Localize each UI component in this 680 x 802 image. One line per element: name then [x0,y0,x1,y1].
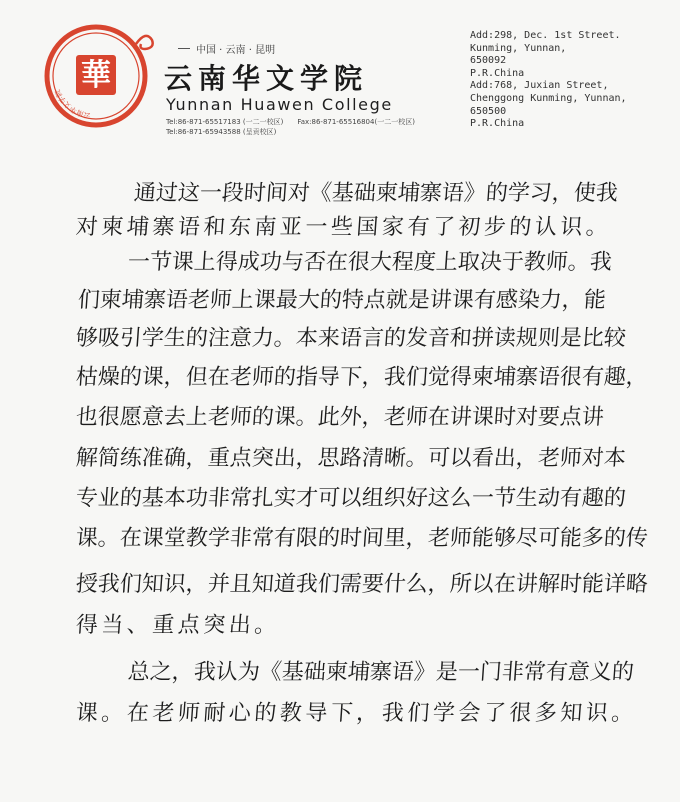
phone-main-campus: Tel:86-871-65517183 (一二一校区) [166,118,284,126]
address-line: 650092 [470,55,507,67]
tagline-rule-left [178,48,190,49]
letter-line: 一节课上得成功与否在很大程度上取决于教师。我 [126,250,613,275]
letter-line: 课。在课堂教学非常有限的时间里，老师能够尽可能多的传 [74,526,649,551]
tagline [178,41,348,56]
tagline-text: 中国 · 云南 · 昆明 [196,45,276,56]
letter-line: 够吸引学生的注意力。本来语言的发音和拼读规则是比较 [74,326,627,351]
letter-line: 总之，我认为《基础柬埔寨语》是一门非常有意义的 [126,660,635,685]
address-line: Add:768, Juxian Street, [470,80,609,92]
address-line: P.R.China [470,118,525,130]
address-line: Kunming, Yunnan, [470,42,567,54]
letter-line: 们柬埔寨语老师上课最大的特点就是讲课有感染力，能 [76,288,607,313]
letter-line: 授我们知识，并且知道我们需要什么，所以在讲解时能详略 [74,572,649,597]
address-block [470,30,670,131]
phone-chenggong-campus: Tel:86-871-65943588 (呈贡校区) [166,128,277,136]
letter-line: 专业的基本功非常扎实才可以组织好这么一节生动有趣的 [74,486,627,511]
letter-line: 对柬埔寨语和东南亚一些国家有了初步的认识。 [74,215,613,240]
logo-ring-text: 云南华文学院 [53,88,92,120]
letter-line: 也很愿意去上老师的课。此外，老师在讲课时对要点讲 [74,405,605,430]
college-name-cn: 云南华文学院 [164,62,369,95]
letter-line: 通过这一段时间对《基础柬埔寨语》的学习，使我 [132,181,619,206]
letter-line: 课。在老师耐心的教导下，我们学会了很多知识。 [74,701,638,726]
college-logo [38,22,154,134]
contact-block [166,117,415,137]
letter-line: 得当、重点突出。 [74,613,281,638]
letter-line: 解简练准确，重点突出，思路清晰。可以看出，老师对本 [74,446,627,471]
address-line: 650500 [470,105,507,117]
logo-character: 華 [81,58,111,93]
address-line: P.R.China [470,67,525,79]
letter-line: 枯燥的课，但在老师的指导下，我们觉得柬埔寨语很有趣， [74,365,649,390]
college-name-en: Yunnan Huawen College [166,95,393,114]
fax-main-campus: Fax:86-871-65516804(一二一校区) [297,118,415,126]
address-line: Chenggong Kunming, Yunnan, [470,92,627,104]
address-line: Add:298, Dec. 1st Street. [470,30,621,41]
